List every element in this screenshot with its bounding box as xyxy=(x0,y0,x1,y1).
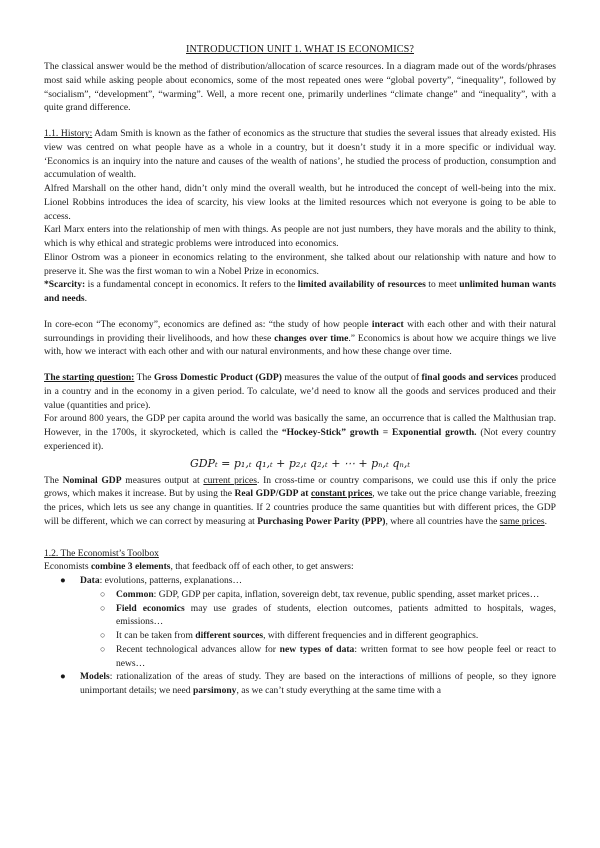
history-heading: 1.1. History: xyxy=(44,128,93,139)
starting-text-2: measures the value of the output of xyxy=(281,372,422,383)
toolbox-lead-text-1: Economists xyxy=(44,561,91,573)
scarcity-text-2: to meet xyxy=(425,279,460,291)
history-smith-text: Adam Smith is known as the father of economics as the structure that studies the several issues that already existed. His view was centred on what people have as a whole in a country, but it doesn’t study it in a more specific or individual way. ‘Economics is an inquiry into the nature and causes of the wealth of nations’, he studied the process of production, consumption and accumulation of wealth. xyxy=(44,128,556,181)
intro-paragraph: The classical answer would be the method of distribution/allocation of scarce resources. In a diagram made out of the words/phrases most said while asking people about economics, some of the most repeated ones were “global poverty”, “inequality”, followed by “socialism”, “development”, “warming”. Well, a more recent one, primarily underlines “climate change” and “inequality”, with a quite grand difference. xyxy=(44,61,556,114)
same-prices-term: same prices xyxy=(499,515,545,527)
ppp-term: Purchasing Power Parity (PPP) xyxy=(257,515,386,527)
list-item-data xyxy=(44,574,556,670)
nominal-text-2: measures output at xyxy=(121,474,204,486)
field-label: Field economics xyxy=(116,602,185,614)
core-bold-1: interact xyxy=(371,318,404,330)
nominal-text-1: The xyxy=(44,474,63,486)
circle-bullet-icon: ○ xyxy=(100,643,106,654)
sources-bold: different sources xyxy=(195,630,264,641)
data-sublist xyxy=(80,588,556,671)
bullet-icon: ● xyxy=(60,671,66,683)
core-text-3: .” Economics is about how we acquire things we live with, how we interact with each other and with our natural environments, and how these change over time. xyxy=(44,332,556,358)
current-prices-term: current prices xyxy=(203,474,257,486)
history-smith-paragraph xyxy=(44,127,556,182)
starting-text-3: produced in a country and in the economy in a given period. To calculate, we’d need to know all the goods and services produced and their value (quantities and price). xyxy=(44,372,556,411)
nominal-text-4: , we take out the price change variable, freezing the prices, which lets us see any change in quantities. If 2 countries produce the same quantities but with different prices, the GDP will be different, which we can correct by measuring at xyxy=(44,488,557,527)
tech-bold: new types of data xyxy=(279,643,355,655)
page-title: INTRODUCTION UNIT 1. WHAT IS ECONOMICS? xyxy=(185,44,415,55)
scarcity-bold-1: limited availability of resources xyxy=(297,279,426,291)
core-econ-paragraph xyxy=(44,318,556,359)
core-bold-2: changes over time xyxy=(274,332,349,344)
sources-text-1: It can be taken from xyxy=(116,630,196,641)
sublist-item-common xyxy=(80,588,556,602)
sublist-item-sources xyxy=(80,629,556,643)
circle-bullet-icon: ○ xyxy=(100,602,106,613)
common-label: Common xyxy=(116,588,154,600)
toolbox-lead-bold: combine 3 elements xyxy=(90,561,171,573)
history-marx-paragraph: Karl Marx enters into the relationship of men with things. As people are not just numbers, they have morals and the ability to think, which is why ethical and strategic problems were introduced into economics. xyxy=(44,224,556,249)
hockey-stick-term: “Hockey-Stick” growth = Exponential growth. xyxy=(281,427,477,438)
starting-question-paragraph xyxy=(44,371,556,412)
models-text-1: : rationalization of the areas of study. They are based on the interactions of millions of people, so they ignore unimportant details; we need xyxy=(80,671,556,696)
scarcity-bold-2: unlimited human wants and needs xyxy=(44,279,556,304)
nominal-text-6: . xyxy=(544,515,547,527)
models-bold: parsimony xyxy=(192,685,237,696)
list-item-models xyxy=(44,670,556,698)
toolbox-heading: 1.2. The Economist’s Toolbox xyxy=(44,547,159,559)
sublist-item-field xyxy=(80,602,556,630)
circle-bullet-icon: ○ xyxy=(100,630,106,640)
sublist-item-tech xyxy=(80,643,556,671)
models-text-2: , as we can’t study everything at the same time with a xyxy=(236,685,441,696)
data-label: Data xyxy=(80,575,100,586)
circle-bullet-icon: ○ xyxy=(100,588,106,599)
nominal-gdp-paragraph xyxy=(44,474,556,529)
toolbox-lead xyxy=(44,560,556,574)
scarcity-label: *Scarcity: xyxy=(44,279,86,291)
scarcity-text-3: . xyxy=(84,293,87,304)
data-text: : evolutions, patterns, explanations… xyxy=(99,575,243,586)
nominal-text-3: . In cross-time or country comparisons, we could use this if only the price grows, which makes it increase. But by using the xyxy=(44,474,557,500)
field-text: may use grades of students, election outcomes, patients admitted to hospitals, wages, emissions… xyxy=(116,602,556,628)
nominal-text-5: , where all countries have the xyxy=(385,515,500,527)
nominal-gdp-term: Nominal GDP xyxy=(62,474,122,486)
real-gdp-term: Real GDP/GDP at xyxy=(234,488,311,500)
malthusian-text-2: (Not every country experienced it). xyxy=(44,427,556,452)
toolbox-lead-text-2: , that feedback off of each other, to get answers: xyxy=(170,561,354,573)
final-goods-term: final goods and services xyxy=(421,372,518,383)
starting-question-heading: The starting question: xyxy=(44,372,135,383)
history-ostrom-paragraph: Elinor Ostrom was a pioneer in economics relating to the environment, she talked about our relationship with nature and how to preserve it. She was the first woman to win a Nobel Prize in economics. xyxy=(44,251,556,277)
gdp-term: Gross Domestic Product (GDP) xyxy=(153,372,282,383)
tech-text-2: : written format to see how people feel or react to news… xyxy=(116,643,556,669)
constant-prices-term: constant prices xyxy=(310,488,373,500)
core-text-1: In core-econ “The economy”, economics are defined as: “the study of how people xyxy=(44,318,372,330)
models-label: Models xyxy=(80,671,110,683)
common-text: : GDP, GDP per capita, inflation, sovereign debt, tax revenue, public spending, asset market prices… xyxy=(153,588,540,600)
gdp-formula: GDPₜ = p₁,ₜ q₁,ₜ + p₂,ₜ q₂,ₜ + ⋯ + pₙ,ₜ qₙ,ₜ xyxy=(189,456,411,470)
history-marshall-paragraph: Alfred Marshall on the other hand, didn’t only mind the overall wealth, but he introduced the concept of well-being into the mix. Lionel Robbins introduces the idea of scarcity, his view looks at the limited resources which not everyone is going to be able to access. xyxy=(44,183,556,222)
core-text-2: with each other and with their natural surroundings in providing their livelihoods, and how these xyxy=(44,318,556,344)
starting-text-1: The xyxy=(134,372,154,383)
bullet-icon: ● xyxy=(60,575,66,586)
toolbox-list xyxy=(44,574,556,698)
malthusian-text-1: For around 800 years, the GDP per capita around the world was basically the same, an occurrence that is called the Malthusian trap. However, in the 1700s, it skyrocketed, which is called the xyxy=(44,413,556,438)
tech-text-1: Recent technological advances allow for xyxy=(116,643,280,655)
scarcity-text-1: is a fundamental concept in economics. It refers to the xyxy=(85,279,298,291)
malthusian-paragraph xyxy=(44,412,556,453)
scarcity-paragraph xyxy=(44,278,556,306)
sources-text-2: , with different frequencies and in different geographics. xyxy=(263,630,479,641)
